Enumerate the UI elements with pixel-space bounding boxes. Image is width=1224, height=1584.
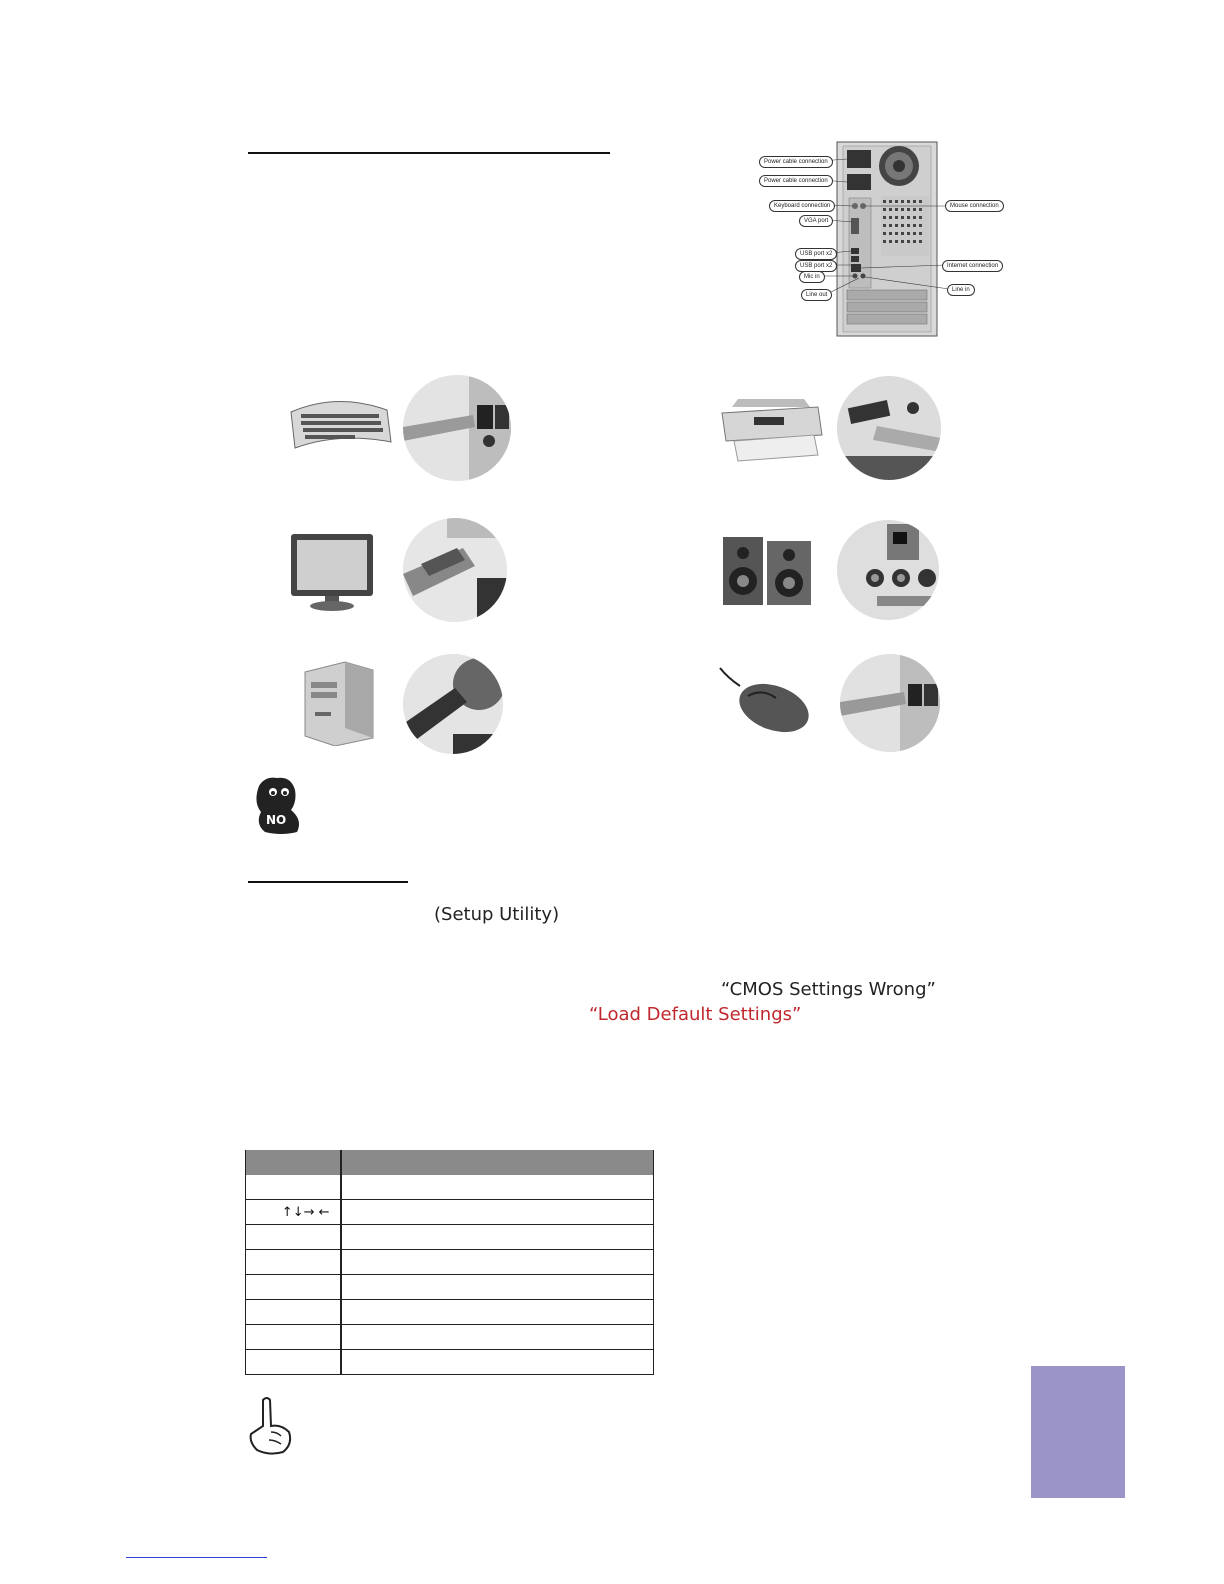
table-row: [246, 1175, 654, 1200]
cmos-settings-wrong-text: “CMOS Settings Wrong”: [721, 979, 936, 1000]
table-row: [246, 1350, 654, 1375]
table-row: [246, 1325, 654, 1350]
setup-utility-text: (Setup Utility): [434, 904, 560, 925]
rear-panel-diagram: [755, 140, 999, 340]
usb-mouse-port-closeup: [840, 654, 940, 752]
table-header-row: [246, 1150, 654, 1175]
callout-usb-1: USB port x2: [795, 248, 837, 260]
table-row: [246, 1225, 654, 1250]
callout-vga: VGA port: [799, 215, 833, 227]
footer-link-underline[interactable]: [126, 1557, 267, 1558]
section-divider-setup: [248, 881, 408, 883]
callout-line-out: Line out: [801, 289, 832, 301]
table-header-function: [341, 1150, 654, 1175]
table-row: [246, 1275, 654, 1300]
callout-keyboard: Keyboard connection: [769, 200, 835, 212]
callout-power-cable-1: Power cable connection: [759, 156, 833, 168]
callout-mic-in: Mic in: [799, 271, 825, 283]
no-label: NO: [266, 813, 287, 827]
speakers-photo: [721, 535, 813, 607]
ghost-no-icon: [251, 776, 303, 836]
table-row: [246, 1250, 654, 1275]
callout-mouse: Mouse connection: [945, 200, 1004, 212]
usb-port-closeup: [403, 375, 511, 481]
callout-line-in: Line in: [947, 284, 975, 296]
table-row: [246, 1200, 654, 1225]
mouse-photo: [718, 664, 814, 736]
power-port-closeup: [403, 654, 503, 754]
load-default-settings-text: “Load Default Settings”: [589, 1004, 802, 1025]
arrow-keys-cell: ↑↓→ ←: [246, 1200, 341, 1225]
callout-internet: Internet connection: [942, 260, 1003, 272]
keyboard-photo: [287, 392, 393, 458]
printer-port-closeup: [837, 376, 941, 480]
section-divider-top: [248, 152, 610, 154]
monitor-photo: [289, 532, 375, 612]
audio-port-closeup: [837, 520, 939, 620]
pc-tower-photo: [301, 660, 375, 746]
chapter-side-tab: [1031, 1366, 1125, 1498]
callout-power-cable-2: Power cable connection: [759, 175, 833, 187]
callout-usb-2: USB port x2: [795, 260, 837, 272]
bios-keys-table: [245, 1150, 654, 1375]
pc-rear-illustration: [755, 140, 995, 340]
table-header-key: [246, 1150, 341, 1175]
printer-photo: [718, 393, 824, 463]
pointing-hand-icon: [245, 1396, 295, 1456]
table-row: [246, 1300, 654, 1325]
vga-port-closeup: [403, 518, 507, 622]
